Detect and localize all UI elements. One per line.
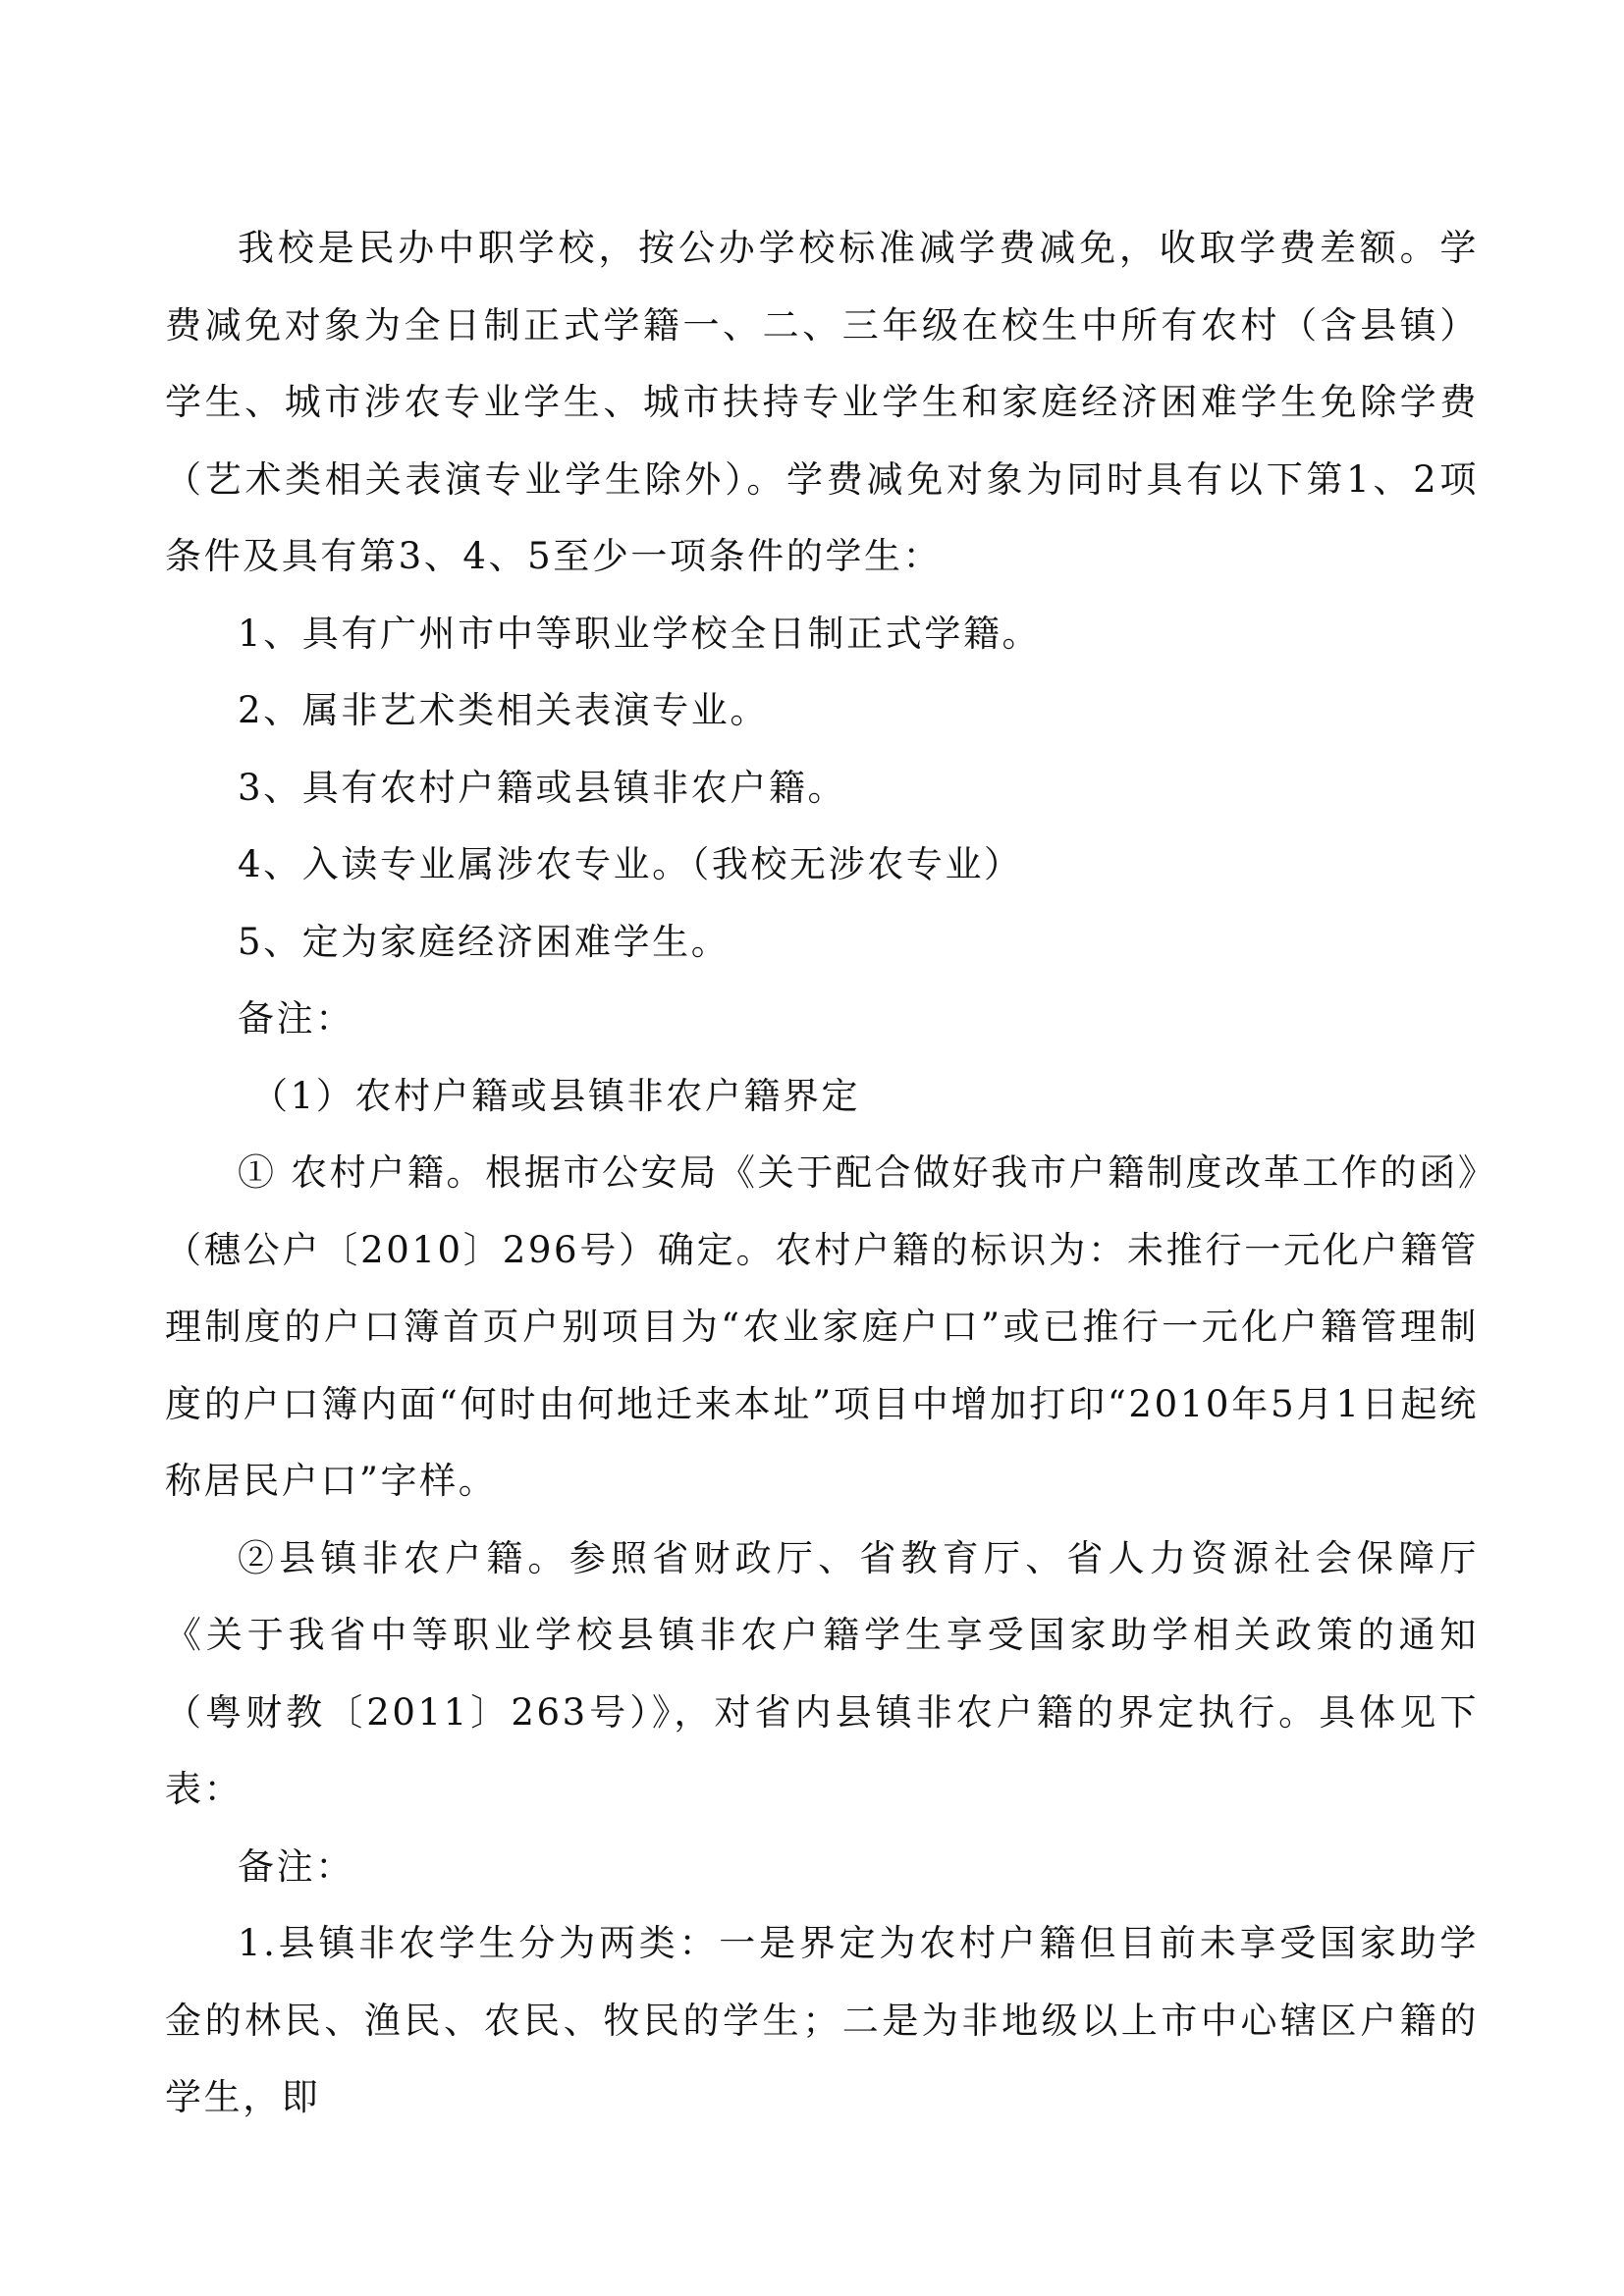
document-body [165, 210, 1479, 2137]
paragraph-condition-5: 5、定为家庭经济困难学生。 [238, 920, 731, 963]
paragraph-condition-2: 2、属非艺术类相关表演专业。 [238, 689, 769, 731]
paragraph-condition-3: 3、具有农村户籍或县镇非农户籍。 [238, 766, 847, 809]
paragraph-intro: 我校是民办中职学校，按公办学校标准减学费减免，收取学费差额。学费减免对象为全日制正式学籍一、二、三年级在校生中所有农村（含县镇）学生、城市涉农专业学生、城市扶持专业学生和家庭经济困难学生免除学费（艺术类相关表演专业学生除外）。学费减免对象为同时具有以下第1、2项条件及具有第3、4、5至少一项条件的学生： [165, 227, 1479, 577]
paragraph-condition-4: 4、入读专业属涉农专业。（我校无涉农专业） [238, 843, 1023, 885]
paragraph-note-heading-2: 备注： [238, 1844, 354, 1888]
paragraph-note-heading: 备注： [238, 997, 354, 1040]
paragraph-rural-household: ① 农村户籍。根据市公安局《关于配合做好我市户籍制度改革工作的函》（穗公户〔2010〕296号）确定。农村户籍的标识为：未推行一元化户籍管理制度的户口簿首页户别项目为“农业家庭户口”或已推行一元化户籍管理制度的户口簿内面“何时由何地迁来本址”项目中增加打印“2010年5月1日起统称居民户口”字样。 [165, 1151, 1479, 1502]
paragraph-note-subheading: （1）农村户籍或县镇非农户籍界定 [251, 1074, 861, 1117]
paragraph-note-item-1: 1.县镇非农学生分为两类：一是界定为农村户籍但目前未享受国家助学金的林民、渔民、农民、牧民的学生；二是为非地级以上市中心辖区户籍的学生，即 [165, 1922, 1479, 2118]
paragraph-county-household: ②县镇非农户籍。参照省财政厅、省教育厅、省人力资源社会保障厅《关于我省中等职业学校县镇非农户籍学生享受国家助学相关政策的通知（粤财教〔2011〕263号）》，对省内县镇非农户籍的界定执行。具体见下表： [165, 1536, 1479, 1810]
paragraph-condition-1: 1、具有广州市中等职业学校全日制正式学籍。 [238, 612, 1042, 655]
